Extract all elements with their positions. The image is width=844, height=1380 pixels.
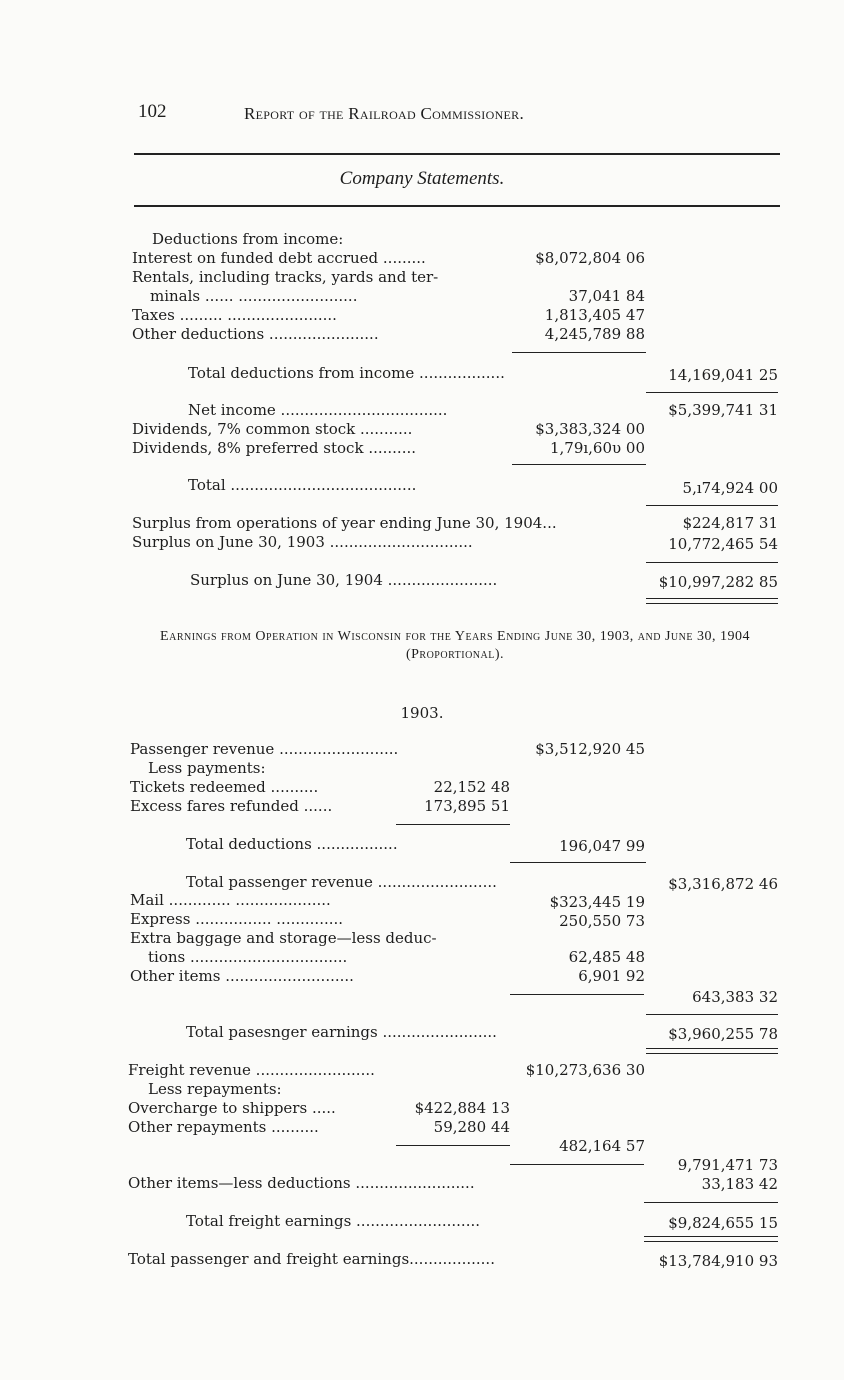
dividend-label: Dividends, 7% common stock ........... bbox=[132, 420, 413, 438]
total-deductions-amount: 196,047 99 bbox=[559, 837, 645, 855]
other-items-amount: 6,901 92 bbox=[578, 967, 645, 985]
less-repayments-label: Less repayments: bbox=[148, 1080, 282, 1098]
mail-label: Mail ............. .................... bbox=[130, 891, 331, 909]
section-rule bbox=[134, 205, 780, 207]
deduction-label: Interest on funded debt accrued ......... bbox=[132, 249, 426, 267]
total-deductions-amount: 14,169,041 25 bbox=[668, 366, 778, 384]
header-rule bbox=[134, 153, 780, 155]
other-repayments-amount: 59,280 44 bbox=[433, 1118, 510, 1136]
less-payments-label: Less payments: bbox=[148, 759, 266, 777]
passenger-revenue-amount: $3,512,920 45 bbox=[535, 740, 645, 758]
running-title: Report of the Railroad Commissioner. bbox=[244, 104, 525, 123]
subtotal-rule bbox=[510, 994, 644, 995]
surplus-year-label: Surplus from operations of year ending June 30, 1904... bbox=[132, 514, 557, 532]
other-items-deductions-label: Other items—less deductions ......................... bbox=[128, 1174, 475, 1192]
other-items-deductions-amount: 33,183 42 bbox=[701, 1175, 778, 1193]
surplus-prior-label: Surplus on June 30, 1903 .............................. bbox=[132, 533, 473, 551]
mail-amount: $323,445 19 bbox=[549, 893, 645, 911]
total-passenger-revenue-amount: $3,316,872 46 bbox=[668, 875, 778, 893]
tickets-amount: 22,152 48 bbox=[433, 778, 510, 796]
express-label: Express ................ .............. bbox=[130, 910, 344, 928]
deductions-heading: Deductions from income: bbox=[152, 230, 344, 248]
net-income-amount: $5,399,741 31 bbox=[668, 401, 778, 419]
double-rule bbox=[644, 1236, 778, 1242]
deduction-label: Rentals, including tracks, yards and ter- bbox=[132, 268, 439, 286]
total-deductions-label: Total deductions ................. bbox=[186, 835, 398, 853]
dividend-label: Dividends, 8% preferred stock .......... bbox=[132, 439, 416, 457]
other-repayments-label: Other repayments .......... bbox=[128, 1118, 319, 1136]
passenger-revenue-label: Passenger revenue ......................... bbox=[130, 740, 399, 758]
dividend-amount: $3,383,324 00 bbox=[535, 420, 645, 438]
subtotal-rule bbox=[396, 824, 510, 825]
net-income-label: Net income ................................... bbox=[188, 401, 448, 419]
dividend-amount: 1,79ı,60υ 00 bbox=[549, 439, 645, 457]
total-freight-earnings-amount: $9,824,655 15 bbox=[668, 1214, 778, 1232]
deduction-amount: 37,041 84 bbox=[568, 287, 645, 305]
freight-net-amount: 9,791,471 73 bbox=[677, 1156, 778, 1174]
subtotal-rule bbox=[646, 1014, 778, 1015]
double-rule bbox=[646, 1048, 778, 1054]
subtotal-rule bbox=[512, 352, 646, 353]
earnings-title: Earnings from Operation in Wisconsin for the Years Ending June 30, 1903, and June 30, 1904 (Proportional). bbox=[160, 629, 750, 662]
deduction-amount: 1,813,405 47 bbox=[544, 306, 645, 324]
subtotal-rule bbox=[644, 1202, 778, 1203]
subtotal-rule bbox=[646, 392, 778, 393]
deduction-label: minals ...... ......................... bbox=[150, 287, 358, 305]
freight-revenue-amount: $10,273,636 30 bbox=[525, 1061, 645, 1079]
total-passenger-earnings-label: Total pasesnger earnings ........................ bbox=[186, 1023, 497, 1041]
deduction-amount: 4,245,789 88 bbox=[544, 325, 645, 343]
freight-revenue-label: Freight revenue ......................... bbox=[128, 1061, 375, 1079]
excess-amount: 173,895 51 bbox=[424, 797, 510, 815]
grand-total-label: Total passenger and freight earnings.................. bbox=[128, 1250, 495, 1268]
section-title: Company Statements. bbox=[339, 168, 505, 189]
extra-baggage-label: Extra baggage and storage—less deduc- bbox=[130, 929, 437, 947]
surplus-year-amount: $224,817 31 bbox=[682, 514, 778, 532]
overcharge-amount: $422,884 13 bbox=[414, 1099, 510, 1117]
overcharge-label: Overcharge to shippers ..... bbox=[128, 1099, 336, 1117]
excess-label: Excess fares refunded ...... bbox=[130, 797, 333, 815]
extra-baggage-label: tions ................................. bbox=[148, 948, 348, 966]
total-freight-earnings-label: Total freight earnings .......................... bbox=[186, 1212, 481, 1230]
surplus-final-amount: $10,997,282 85 bbox=[658, 573, 778, 591]
subtotal-rule bbox=[646, 562, 778, 563]
other-items-label: Other items ........................... bbox=[130, 967, 354, 985]
total-passenger-revenue-label: Total passenger revenue ......................... bbox=[186, 873, 497, 891]
year-heading: 1903. bbox=[400, 704, 444, 722]
total-deductions-label: Total deductions from income .................. bbox=[188, 364, 505, 382]
extra-baggage-amount: 62,485 48 bbox=[568, 948, 645, 966]
subtotal-rule bbox=[396, 1145, 510, 1146]
subtotal-rule bbox=[512, 464, 646, 465]
page-number: 102 bbox=[138, 101, 167, 122]
subtotal-rule bbox=[510, 1164, 644, 1165]
subtotal-rule bbox=[510, 862, 646, 863]
deduction-label: Other deductions ....................... bbox=[132, 325, 379, 343]
repayments-total-amount: 482,164 57 bbox=[559, 1137, 645, 1155]
deduction-label: Taxes ......... ....................... bbox=[132, 306, 337, 324]
deduction-amount: $8,072,804 06 bbox=[535, 249, 645, 267]
double-rule bbox=[646, 598, 778, 604]
grand-total-amount: $13,784,910 93 bbox=[658, 1252, 778, 1270]
total-passenger-earnings-amount: $3,960,255 78 bbox=[668, 1025, 778, 1043]
passenger-subtotal-amount: 643,383 32 bbox=[692, 988, 778, 1006]
surplus-prior-amount: 10,772,465 54 bbox=[668, 535, 778, 553]
dividends-total-label: Total ....................................... bbox=[188, 476, 417, 494]
dividends-total-amount: 5,ı74,924 00 bbox=[682, 479, 778, 497]
express-amount: 250,550 73 bbox=[559, 912, 645, 930]
surplus-final-label: Surplus on June 30, 1904 ....................... bbox=[190, 571, 498, 589]
tickets-label: Tickets redeemed .......... bbox=[130, 778, 319, 796]
subtotal-rule bbox=[646, 505, 778, 506]
